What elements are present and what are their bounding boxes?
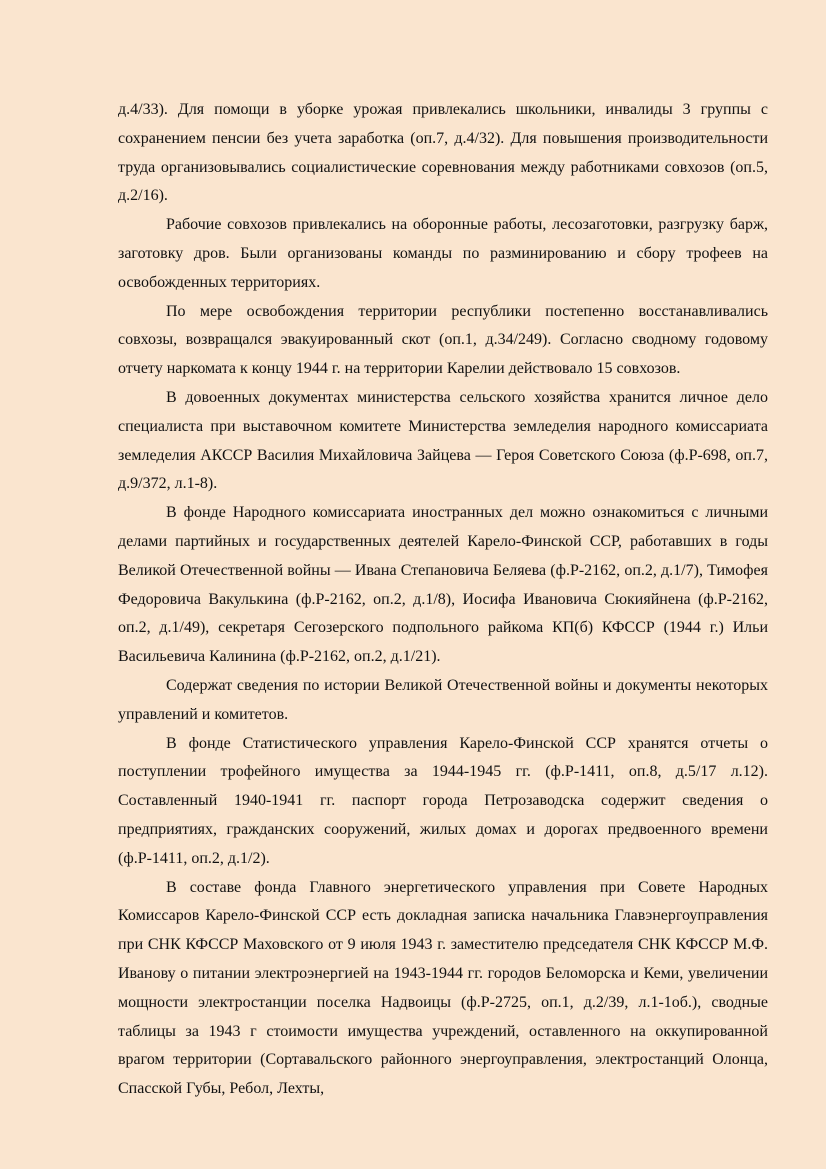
paragraph-3: По мере освобождения территории республики постепенно восстанавливались совхозы, возвращался эвакуированный скот (оп.1, д.34/249). Согласно сводному годовому отчету наркомата к концу 1944 г. на территории Карелии действовало 15 совхозов.	[118, 302, 768, 378]
paragraph-4: В довоенных документах министерства сельского хозяйства хранится личное дело специалиста при выставочном комитете Министерства земледелия народного комиссариата земледелия АКССР Василия Михайловича Зайцева — Героя Советского Союза (ф.Р-698, оп.7, д.9/372, л.1-8).	[118, 388, 768, 493]
paragraph-1: д.4/33). Для помощи в уборке урожая привлекались школьники, инвалиды 3 группы с сохранением пенсии без учета заработка (оп.7, д.4/32). Для повышения производительности труда организовывались социалистические соревнования между работниками совхозов (оп.5, д.2/16).	[118, 101, 768, 205]
paragraph-8: В составе фонда Главного энергетического управления при Совете Народных Комиссаров Карело-Финской ССР есть докладная записка начальника Главэнергоуправления при СНК КФССР Маховского от 9 июля 1943 г. заместителю председателя СНК КФССР М.Ф. Иванову о питании электроэнергией на 1943-1944 гг. городов Беломорска и Кеми, увеличении мощности электростанции поселка Надвоицы (ф.Р-2725, оп.1, д.2/39, л.1-1об.), сводные таблицы за 1943 г стоимости имущества учреждений, оставленного на оккупированной врагом территории (Сортавальского районного энергоуправления, электростанций Олонца, Спасской Губы, Ребол, Лехты,	[118, 878, 768, 1098]
paragraph-5: В фонде Народного комиссариата иностранных дел можно ознакомиться с личными делами партийных и государственных деятелей Карело-Финской ССР, работавших в годы Великой Отечественной войны — Ивана Степановича Беляева (ф.Р-2162, оп.2, д.1/7), Тимофея Федоровича Вакулькина (ф.Р-2162, оп.2, д.1/8), Иосифа Ивановича Сюкияйнена (ф.Р-2162, оп.2, д.1/49), секретаря Сегозерского подпольного райкома КП(б) КФССР (1944 г.) Ильи Васильевича Калинина (ф.Р-2162, оп.2, д.1/21).	[118, 504, 768, 666]
paragraph-7: В фонде Статистического управления Карело-Финской ССР хранятся отчеты о поступлении трофейного имущества за 1944-1945 гг. (ф.Р-1411, оп.8, д.5/17 л.12). Составленный 1940-1941 гг. паспорт города Петрозаводска содержит сведения о предприятиях, гражданских сооружений, жилых домах и дорогах предвоенного времени (ф.Р-1411, оп.2, д.1/2).	[118, 734, 768, 867]
paragraph-6: Содержат сведения по истории Великой Отечественной войны и документы некоторых управлений и комитетов.	[118, 676, 768, 723]
paragraph-2: Рабочие совхозов привлекались на оборонные работы, лесозаготовки, разгрузку барж, заготовку дров. Были организованы команды по разминированию и сбору трофеев на освобожденных территориях.	[118, 216, 768, 291]
document-page	[118, 96, 768, 1104]
